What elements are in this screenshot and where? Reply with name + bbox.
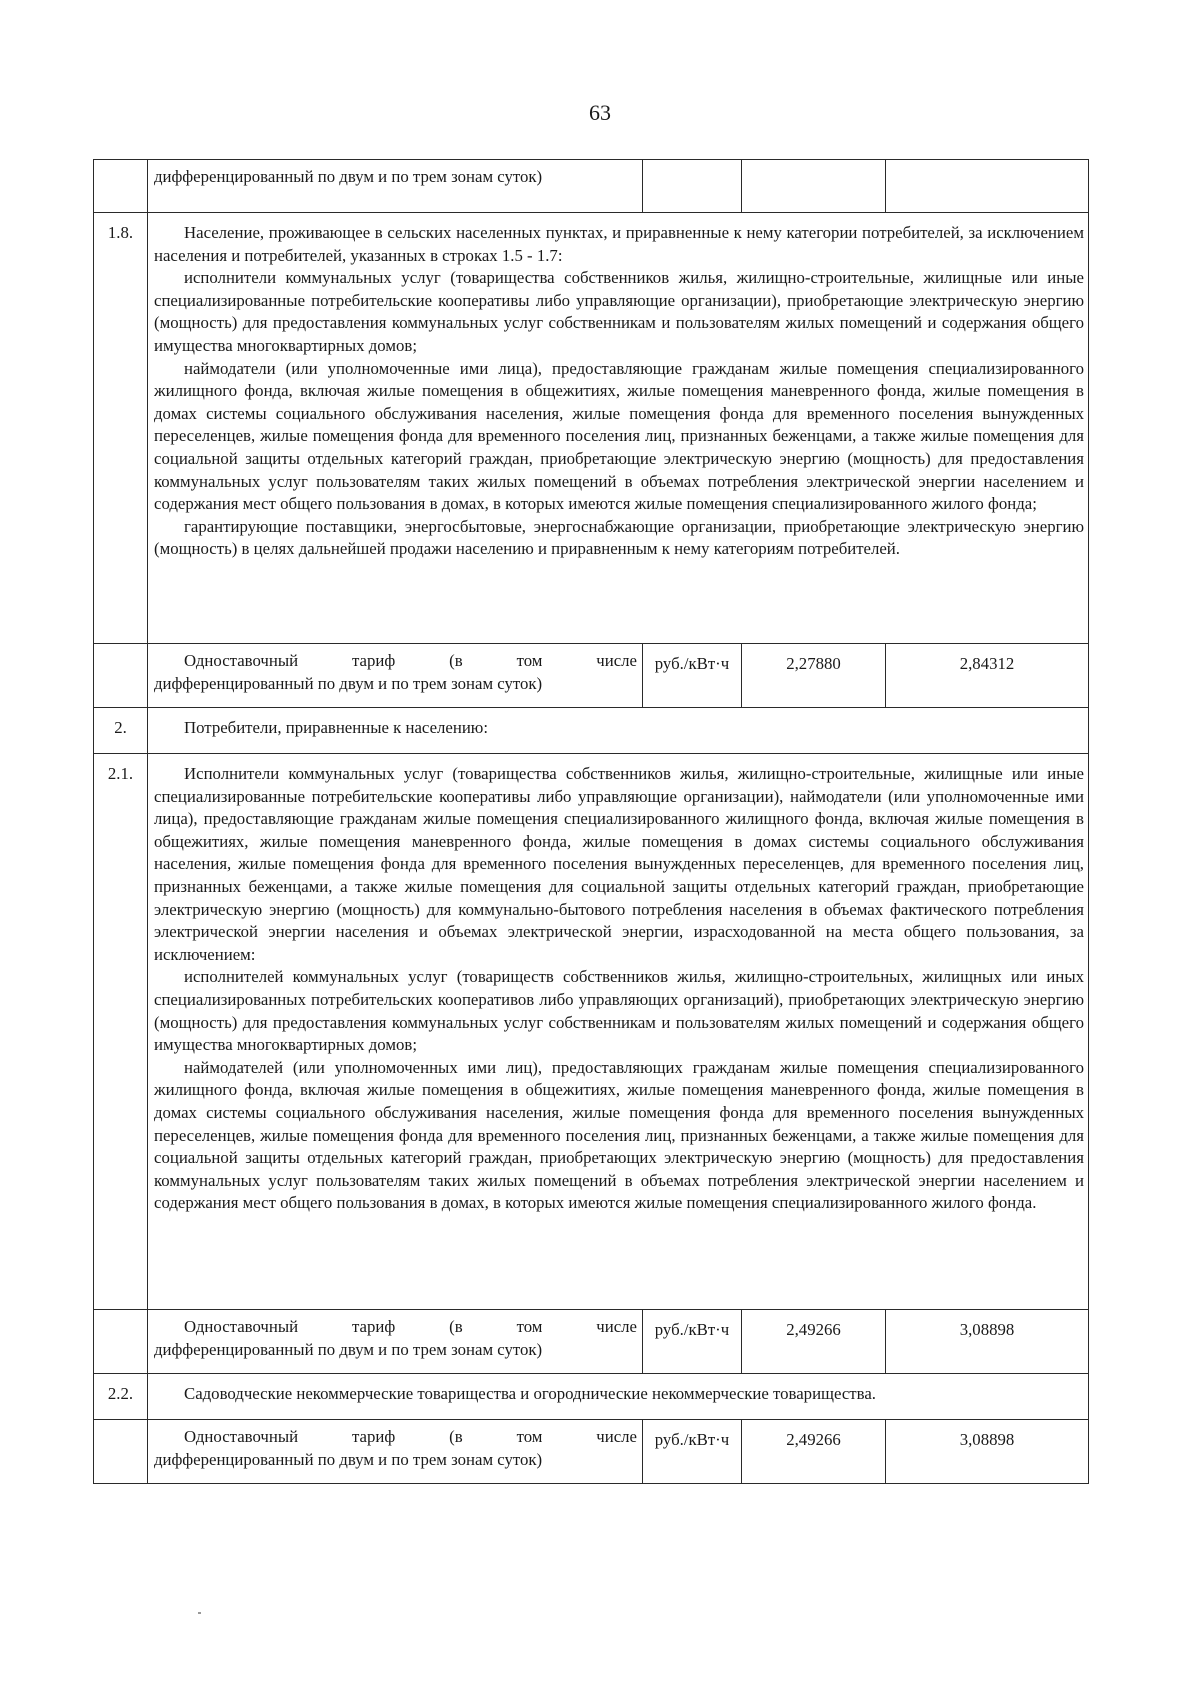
tariff-table	[93, 159, 1089, 1484]
unit-cell: руб./кВт·ч	[643, 1310, 742, 1374]
value-cell-1: 2,49266	[742, 1420, 886, 1484]
paragraph: Население, проживающее в сельских населенных пунктах, и приравненные к нему категории потребителей, за исключением населения и потребителей, указанных в строках 1.5 - 1.7:	[154, 223, 1084, 265]
category-description	[148, 708, 1089, 754]
paragraph: Садоводческие некоммерческие товарищества и огороднические некоммерческие товарищества.	[184, 1384, 876, 1403]
row-number-cell	[94, 644, 148, 708]
tariff-line: дифференцированный по двум и по трем зонам суток)	[154, 1339, 543, 1359]
unit-cell: руб./кВт·ч	[643, 1420, 742, 1484]
row-number-cell	[94, 160, 148, 213]
table-row	[94, 644, 1089, 708]
tariff-description-text: дифференцированный по двум и по трем зонам суток)	[154, 167, 543, 186]
value-cell-2: 3,08898	[886, 1310, 1089, 1374]
row-number: 2.	[94, 708, 148, 754]
unit-cell	[643, 160, 742, 213]
tariff-line: Одноставочный тариф (в том числе	[184, 651, 637, 670]
paragraph: наймодателей (или уполномоченных ими лиц), предоставляющих гражданам жилые помещения специализированного жилищного фонда, включая жилые помещения в общежитиях, жилые помещения маневренного фонда, жилые помещения в домах системы социального обслуживания населения, жилые помещения фонда для временного поселения вынужденных переселенцев, жилые помещения фонда для временного поселения лиц, признанных беженцами, а также жилые помещения для социальной защиты отдельных категорий граждан, приобретающих электрическую энергию (мощность) для предоставления коммунальных услуг пользователям таких жилых помещений в объемах потребления электрической энергии населением и содержания мест общего пользования в домах, в которых имеются жилые помещения специализированного жилого фонда.	[154, 1057, 1084, 1213]
row-number-cell	[94, 1310, 148, 1374]
tariff-description-cell	[148, 160, 643, 213]
value-cell-1	[742, 160, 886, 213]
table-row	[94, 160, 1089, 213]
value-cell-2	[886, 160, 1089, 213]
category-description	[148, 754, 1089, 1310]
table-row	[94, 213, 1089, 644]
tariff-line: дифференцированный по двум и по трем зонам суток)	[154, 1449, 543, 1469]
tariff-description-cell	[148, 1420, 643, 1484]
paragraph: Исполнители коммунальных услуг (товарищества собственников жилья, жилищно-строительные, жилищные или иные специализированные потребительские кооперативы либо управляющие организации), наймодатели (или уполномоченные ими лица), предоставляющие гражданам жилые помещения специализированного жилищного фонда, включая жилые помещения в общежитиях, жилые помещения маневренного фонда, жилые помещения в домах системы социального обслуживания населения, жилые помещения фонда для временного поселения вынужденных переселенцев, для временного поселения лиц, признанных беженцами, а также жилые помещения для социальной защиты отдельных категорий граждан, приобретающие электрическую энергию (мощность) для коммунально-бытового потребления населения в объемах фактического потребления электрической энергии населения и объемах электрической энергии, израсходованной на места общего пользования, за исключением:	[154, 764, 1084, 964]
paragraph: наймодатели (или уполномоченные ими лица), предоставляющие гражданам жилые помещения специализированного жилищного фонда, включая жилые помещения в общежитиях, жилые помещения маневренного фонда, жилые помещения в домах системы социального обслуживания населения, жилые помещения фонда для временного поселения вынужденных переселенцев, жилые помещения фонда для временного поселения лиц, признанных беженцами, а также жилые помещения для социальной защиты отдельных категорий граждан, приобретающие электрическую энергию (мощность) для предоставления коммунальных услуг пользователям таких жилых помещений в объемах потребления электрической энергии населением и содержания мест общего пользования в домах, в которых имеются жилые помещения специализированного жилого фонда;	[154, 358, 1084, 514]
value-cell-2: 3,08898	[886, 1420, 1089, 1484]
page-number: 63	[589, 100, 611, 125]
category-description	[148, 213, 1089, 644]
scan-artifact	[198, 1612, 201, 1614]
table-row	[94, 1420, 1089, 1484]
value-cell-2: 2,84312	[886, 644, 1089, 708]
paragraph: исполнителей коммунальных услуг (товариществ собственников жилья, жилищно-строительных, жилищных или иных специализированных потребительских кооперативов либо управляющих организаций), приобретающих электрическую энергию (мощность) для предоставления коммунальных услуг собственникам и пользователям жилых помещений и содержания общего имущества многоквартирных домов;	[154, 967, 1084, 1055]
tariff-line: Одноставочный тариф (в том числе	[184, 1317, 637, 1336]
tariff-line: дифференцированный по двум и по трем зонам суток)	[154, 673, 543, 693]
tariff-line: Одноставочный тариф (в том числе	[184, 1427, 637, 1446]
row-number-cell	[94, 1420, 148, 1484]
table-row	[94, 1310, 1089, 1374]
row-number: 2.2.	[94, 1374, 148, 1420]
category-description	[148, 1374, 1089, 1420]
row-number: 1.8.	[94, 213, 148, 644]
paragraph: исполнители коммунальных услуг (товарищества собственников жилья, жилищно-строительные, жилищные или иные специализированные потребительские кооперативы либо управляющие организации), приобретающие электрическую энергию (мощность) для предоставления коммунальных услуг собственникам и пользователям жилых помещений и содержания общего имущества многоквартирных домов;	[154, 268, 1084, 355]
value-cell-1: 2,49266	[742, 1310, 886, 1374]
unit-cell: руб./кВт·ч	[643, 644, 742, 708]
table-row	[94, 754, 1089, 1310]
value-cell-1: 2,27880	[742, 644, 886, 708]
paragraph: Потребители, приравненные к населению:	[184, 718, 488, 737]
tariff-description-cell	[148, 1310, 643, 1374]
tariff-description-cell	[148, 644, 643, 708]
row-number: 2.1.	[94, 754, 148, 1310]
table-row	[94, 1374, 1089, 1420]
table-row	[94, 708, 1089, 754]
paragraph: гарантирующие поставщики, энергосбытовые, энергоснабжающие организации, приобретающие электрическую энергию (мощность) в целях дальнейшей продажи населению и приравненным к нему категориям потребителей.	[154, 516, 1084, 559]
